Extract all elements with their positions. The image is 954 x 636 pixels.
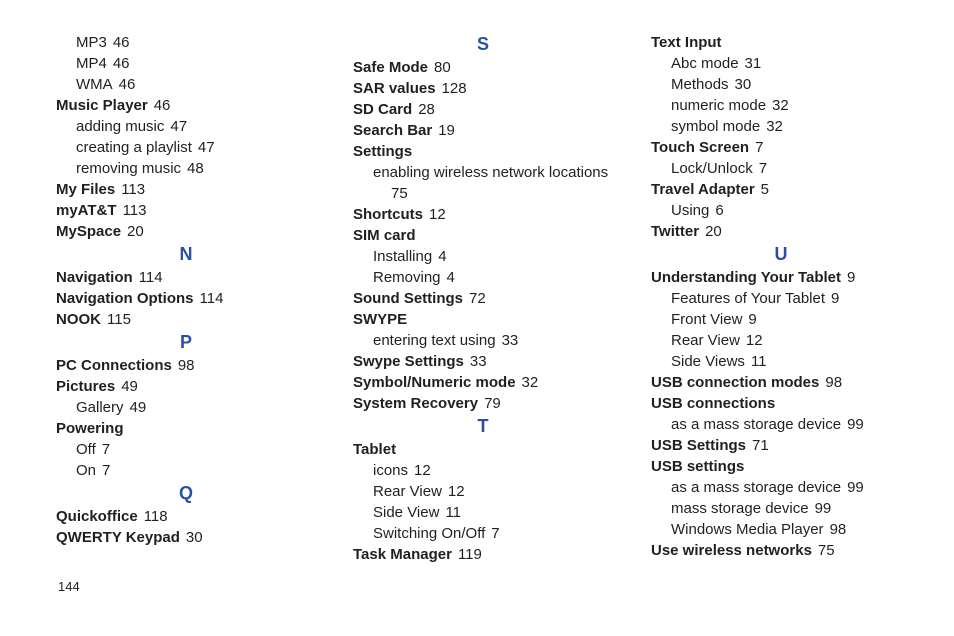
entry-page-number: 115 xyxy=(107,311,131,328)
entry-term: adding music xyxy=(76,118,165,135)
index-subentry xyxy=(353,481,613,502)
entry-page-number: 114 xyxy=(199,290,224,307)
entry-page-number: 4 xyxy=(446,269,455,286)
index-subentry xyxy=(353,162,613,204)
entry-page-number: 46 xyxy=(118,76,136,93)
entry-page-number: 11 xyxy=(750,353,767,370)
index-entry xyxy=(56,309,326,330)
entry-page-number: 9 xyxy=(831,290,840,307)
entry-page-number: 32 xyxy=(772,97,789,114)
index-subentry xyxy=(353,460,613,481)
entry-term: Understanding Your Tablet xyxy=(651,269,842,286)
entry-term: Pictures xyxy=(56,378,116,395)
entry-term: Symbol/Numeric mode xyxy=(353,374,516,391)
index-subentry xyxy=(651,74,911,95)
entry-page-number: 46 xyxy=(112,55,130,72)
entry-term: Methods xyxy=(671,76,729,93)
entry-page-number: 31 xyxy=(744,55,762,72)
entry-term: MP3 xyxy=(76,34,107,51)
entry-page-number: 33 xyxy=(469,353,487,370)
index-entry xyxy=(56,355,326,376)
entry-page-number: 19 xyxy=(438,122,455,139)
entry-term: USB Settings xyxy=(651,437,747,454)
index-entry xyxy=(56,418,326,439)
entry-term: SD Card xyxy=(353,101,413,118)
entry-term: creating a playlist xyxy=(76,139,192,156)
index-entry xyxy=(353,141,613,162)
entry-page-number: 12 xyxy=(447,483,465,500)
entry-term: Twitter xyxy=(651,223,700,240)
index-subentry xyxy=(56,116,326,137)
entry-page-number: 32 xyxy=(521,374,539,391)
index-subentry xyxy=(651,351,911,372)
entry-term: Touch Screen xyxy=(651,139,750,156)
entry-term: as a mass storage device xyxy=(671,416,842,433)
entry-term: Gallery xyxy=(76,399,124,416)
index-entry xyxy=(651,32,911,53)
entry-page-number: 20 xyxy=(705,223,722,240)
index-subentry xyxy=(651,309,911,330)
index-subentry xyxy=(651,414,911,435)
entry-page-number: 49 xyxy=(129,399,147,416)
entry-term: Side Views xyxy=(671,353,745,370)
index-entry xyxy=(651,137,911,158)
section-letter-heading: S xyxy=(476,34,489,54)
index-subentry xyxy=(56,397,326,418)
entry-term: WMA xyxy=(76,76,113,93)
entry-page-number: 20 xyxy=(127,223,144,240)
entry-page-number: 12 xyxy=(429,206,446,223)
index-entry xyxy=(56,200,326,221)
index-subentry xyxy=(56,74,326,95)
index-subentry xyxy=(651,53,911,74)
index-entry xyxy=(353,439,613,460)
entry-page-number: 79 xyxy=(484,395,501,412)
entry-term: Front View xyxy=(671,311,743,328)
entry-term: numeric mode xyxy=(671,97,767,114)
entry-page-number: 113 xyxy=(121,181,146,198)
entry-page-number: 7 xyxy=(758,160,768,177)
entry-page-number: 12 xyxy=(745,332,763,349)
entry-term: Text Input xyxy=(651,34,722,51)
index-subentry xyxy=(56,158,326,179)
entry-term: Features of Your Tablet xyxy=(671,290,825,307)
entry-page-number: 98 xyxy=(829,521,847,538)
entry-term: Music Player xyxy=(56,97,148,114)
entry-page-number: 7 xyxy=(102,462,111,479)
entry-page-number: 7 xyxy=(101,441,111,458)
entry-term: QWERTY Keypad xyxy=(56,529,180,546)
entry-term: Use wireless networks xyxy=(651,542,812,559)
index-subentry xyxy=(56,460,326,481)
entry-term: removing music xyxy=(76,160,182,177)
entry-page-number: 75 xyxy=(391,185,408,202)
entry-term: Shortcuts xyxy=(353,206,424,223)
index-subentry xyxy=(56,439,326,460)
index-entry xyxy=(353,57,613,78)
section-letter-heading: Q xyxy=(178,483,193,503)
entry-page-number: 47 xyxy=(197,139,215,156)
entry-term: Safe Mode xyxy=(353,59,429,76)
index-entry xyxy=(651,372,911,393)
index-entry xyxy=(56,267,326,288)
index-subentry xyxy=(651,519,911,540)
entry-page-number: 72 xyxy=(469,290,486,307)
entry-page-number: 46 xyxy=(153,97,171,114)
entry-term: Navigation Options xyxy=(56,290,194,307)
entry-page-number: 46 xyxy=(112,34,130,51)
index-subentry xyxy=(56,53,326,74)
entry-term: Windows Media Player xyxy=(671,521,824,538)
entry-term: My Files xyxy=(56,181,116,198)
section-letter-heading: N xyxy=(179,244,193,264)
entry-term: USB connections xyxy=(651,395,776,412)
entry-term: Removing xyxy=(373,269,441,286)
entry-term: Abc mode xyxy=(671,55,739,72)
index-subentry xyxy=(353,502,613,523)
entry-page-number: 28 xyxy=(418,101,435,118)
index-subentry xyxy=(353,330,613,351)
entry-term: Quickoffice xyxy=(56,508,138,525)
entry-page-number: 80 xyxy=(434,59,451,76)
index-subentry xyxy=(651,498,911,519)
entry-page-number: 32 xyxy=(766,118,783,135)
index-subentry xyxy=(651,158,911,179)
index-subentry xyxy=(651,116,911,137)
entry-page-number: 128 xyxy=(441,80,467,97)
index-entry xyxy=(353,78,613,99)
entry-term: icons xyxy=(373,462,409,479)
entry-term: SIM card xyxy=(353,227,416,244)
index-column-2 xyxy=(353,32,613,565)
entry-page-number: 4 xyxy=(438,248,447,265)
page-number: 144 xyxy=(58,579,80,594)
entry-term: Powering xyxy=(56,420,124,437)
entry-term: mass storage device xyxy=(671,500,809,517)
entry-page-number: 7 xyxy=(755,139,764,156)
index-entry xyxy=(56,221,326,242)
index-entry xyxy=(56,506,326,527)
entry-page-number: 99 xyxy=(847,416,864,433)
entry-term: Installing xyxy=(373,248,433,265)
entry-term: On xyxy=(76,462,97,479)
index-subentry xyxy=(651,95,911,116)
entry-term: PC Connections xyxy=(56,357,172,374)
index-subentry xyxy=(56,137,326,158)
entry-page-number: 33 xyxy=(501,332,519,349)
section-letter-heading: P xyxy=(179,332,192,352)
entry-page-number: 6 xyxy=(715,202,724,219)
entry-term: enabling wireless network locations xyxy=(373,164,609,181)
entry-page-number: 114 xyxy=(138,269,163,286)
entry-page-number: 75 xyxy=(817,542,835,559)
entry-term: MySpace xyxy=(56,223,122,240)
index-entry xyxy=(651,435,911,456)
index-subentry xyxy=(353,523,613,544)
entry-term: NOOK xyxy=(56,311,101,328)
index-entry xyxy=(353,351,613,372)
index-entry xyxy=(651,393,911,414)
entry-page-number: 7 xyxy=(491,525,500,542)
index-subentry xyxy=(651,330,911,351)
entry-term: Navigation xyxy=(56,269,133,286)
index-entry xyxy=(353,309,613,330)
entry-term: SWYPE xyxy=(353,311,408,328)
entry-page-number: 9 xyxy=(847,269,856,286)
entry-term: Switching On/Off xyxy=(373,525,486,542)
index-entry xyxy=(353,225,613,246)
index-entry xyxy=(353,204,613,225)
index-subentry xyxy=(353,246,613,267)
entry-page-number: 12 xyxy=(414,462,431,479)
entry-term: myAT&T xyxy=(56,202,117,219)
index-entry xyxy=(56,179,326,200)
entry-term: System Recovery xyxy=(353,395,479,412)
entry-term: Swype Settings xyxy=(353,353,464,370)
entry-term: symbol mode xyxy=(671,118,761,135)
index-entry xyxy=(353,120,613,141)
entry-page-number: 118 xyxy=(143,508,168,525)
index-entry xyxy=(353,288,613,309)
entry-term: Tablet xyxy=(353,441,397,458)
index-entry xyxy=(651,221,911,242)
entry-page-number: 99 xyxy=(847,479,864,496)
entry-term: as a mass storage device xyxy=(671,479,842,496)
entry-page-number: 98 xyxy=(825,374,843,391)
section-letter-heading: T xyxy=(477,416,489,436)
index-entry xyxy=(56,95,326,116)
entry-page-number: 11 xyxy=(445,504,462,521)
index-entry xyxy=(651,456,911,477)
entry-page-number: 48 xyxy=(187,160,204,177)
entry-term: entering text using xyxy=(373,332,496,349)
entry-page-number: 47 xyxy=(170,118,188,135)
entry-term: Settings xyxy=(353,143,413,160)
entry-page-number: 113 xyxy=(122,202,147,219)
entry-page-number: 71 xyxy=(752,437,769,454)
entry-term: Rear View xyxy=(671,332,740,349)
entry-term: MP4 xyxy=(76,55,107,72)
index-entry xyxy=(56,288,326,309)
index-subentry xyxy=(651,288,911,309)
entry-page-number: 5 xyxy=(760,181,769,198)
index-entry xyxy=(353,99,613,120)
entry-page-number: 119 xyxy=(457,546,482,563)
entry-term: Side View xyxy=(373,504,440,521)
entry-page-number: 99 xyxy=(814,500,832,517)
section-letter-heading: U xyxy=(774,244,788,264)
entry-page-number: 9 xyxy=(748,311,757,328)
entry-term: USB settings xyxy=(651,458,745,475)
index-subentry xyxy=(353,267,613,288)
index-column-1 xyxy=(56,32,326,548)
index-entry xyxy=(56,527,326,548)
index-entry xyxy=(651,179,911,200)
index-subentry xyxy=(651,477,911,498)
entry-term: Using xyxy=(671,202,710,219)
entry-term: Sound Settings xyxy=(353,290,463,307)
entry-page-number: 49 xyxy=(121,378,138,395)
index-subentry xyxy=(56,32,326,53)
index-entry xyxy=(353,372,613,393)
entry-page-number: 30 xyxy=(734,76,752,93)
entry-term: Travel Adapter xyxy=(651,181,755,198)
index-entry xyxy=(56,376,326,397)
index-entry xyxy=(651,267,911,288)
entry-term: Lock/Unlock xyxy=(671,160,753,177)
index-entry xyxy=(353,393,613,414)
entry-term: Rear View xyxy=(373,483,442,500)
index-entry xyxy=(353,544,613,565)
entry-page-number: 30 xyxy=(185,529,203,546)
entry-term: Task Manager xyxy=(353,546,452,563)
entry-term: Search Bar xyxy=(353,122,433,139)
entry-term: SAR values xyxy=(353,80,436,97)
entry-term: Off xyxy=(76,441,96,458)
index-subentry xyxy=(651,200,911,221)
index-column-3 xyxy=(651,32,911,561)
index-entry xyxy=(651,540,911,561)
entry-term: USB connection modes xyxy=(651,374,820,391)
entry-page-number: 98 xyxy=(177,357,195,374)
